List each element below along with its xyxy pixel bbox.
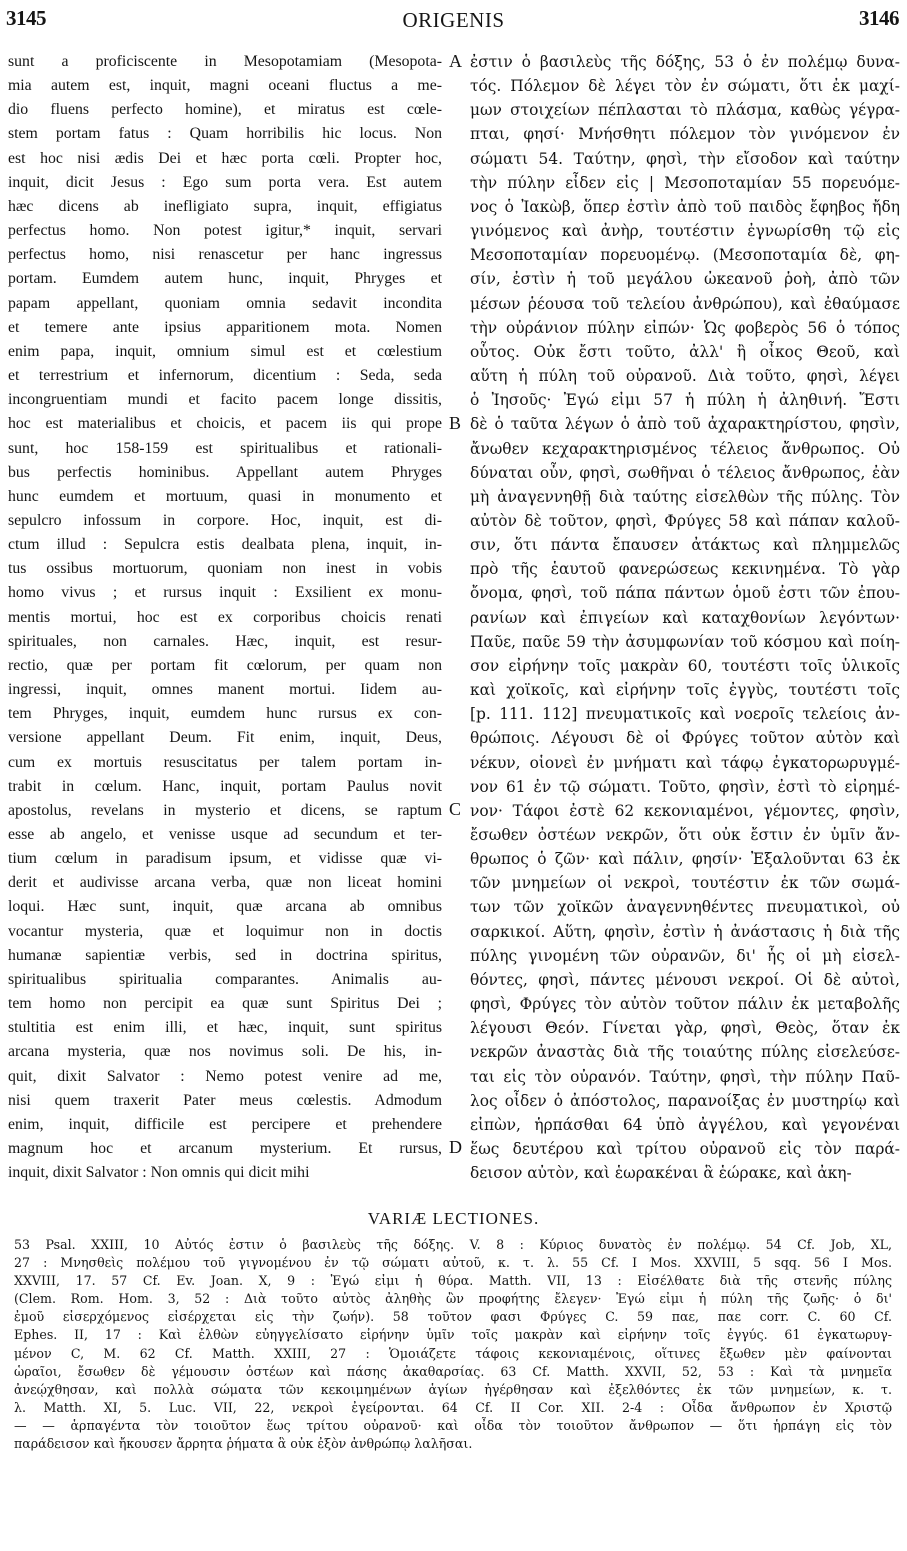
section-marker-c: C xyxy=(449,799,462,819)
greek-text-line: ἔσωθεν ὀστέων νεκρῶν, ὅτι οὐκ ἔστιν ἐν ὑμῖν ἄν- xyxy=(470,826,900,844)
greek-text-line: νον 61 ἐν τῷ σώματι. Τοῦτο, φησὶν, ἐστὶ τὸ εἰρημέ- xyxy=(470,777,900,796)
greek-text-line: ἐστιν ὁ βασιλεὺς τῆς δόξης, 53 ὁ ἐν πολέμῳ δυνα- xyxy=(470,53,900,71)
footnote-line: ὡραῖοι, ἔσωθεν δὲ γέμουσιν ὀστέων καὶ πάσης ἀκαθαρσίας. 63 Cf. Matth. XXVII, 52, 53 : Καὶ τὰ μνημεῖα xyxy=(14,1363,892,1379)
footnotes xyxy=(14,1236,892,1453)
greek-text-line: δύναται οὖν, φησὶ, σωθῆναι ὁ τέλειος ἄνθρωπος, ἐὰν xyxy=(470,463,900,482)
footnote-line: ἀνεῴχθησαν, καὶ πολλὰ σώματα τῶν κεκοιμημένων ἁγίων ἠγέρθησαν καὶ ἐξελθόντες ἐκ τῶν μνημείων, κ. τ. xyxy=(14,1381,892,1397)
latin-text-line: et terrestrium et infernorum, dicentium : Seda, seda xyxy=(8,367,442,385)
greek-text-line: ἕως δευτέρου καὶ τρίτου οὐρανοῦ εἰς τὸν παρά- xyxy=(470,1140,900,1159)
greek-text-line: [p. 111. 112] πνευματικοῖς καὶ νοεροῖς τελείοις ἀν- xyxy=(470,705,900,724)
variae-lectiones-heading: VARIÆ LECTIONES. xyxy=(367,1209,540,1228)
latin-text-line: inquit, dixit Salvator : Non omnis qui dicit mihi xyxy=(8,1164,310,1182)
latin-text-line: sunt a proficiscente in Mesopotamiam (Mesopota- xyxy=(8,53,442,70)
footnote-line: (Clem. Rom. Hom. 3, 52 : Διὰ τοῦτο αὐτὸς ἀληθὴς ὢν προφήτης ἔλεγεν· Ἐγώ εἰμι ἡ πύλη τῆς ζωῆς· ὁ δι' xyxy=(14,1291,892,1307)
latin-text-line: est hoc nisi ædis Dei et hæc porta cœli. Propter hoc, xyxy=(8,149,442,167)
latin-text-line: nisi quem traxerit Pater meus cœlestis. Admodum xyxy=(8,1091,442,1109)
greek-text-line: σιν, ὅτι πάντα ἔπαυσεν ἀτάκτως καὶ πλημμελῶς xyxy=(470,536,900,555)
latin-text-line: hunc eumdem et mortuum, quasi in monumento et xyxy=(8,487,442,505)
greek-text-line: ὄνομα, φησὶ, τοῦ πάπα πάντων ὁμοῦ ἐστι τῶν ἐπου- xyxy=(470,584,900,603)
greek-text-line: τός. Πόλεμον δὲ λέγει τὸν ἐν σώματι, ὅτι ἐκ μαχί- xyxy=(470,77,900,96)
greek-text-line: μὴ ἀναγεννηθῇ διὰ ταύτης εἰσελθὼν τῆς πύλης. Τὸν xyxy=(470,487,900,506)
greek-text-line: εἰπὼν, ἡρπάσθαι 64 ὑπὸ ἀγγέλου, καὶ γεγονέναι xyxy=(470,1115,900,1134)
greek-text-line: πται, φησί· Μνήσθητι πόλεμον τὸν γινόμενον ἐν xyxy=(470,125,900,144)
greek-text-line: οὗτος. Οὐκ ἔστι τοῦτο, ἀλλ' ἢ οἶκος Θεοῦ, καὶ xyxy=(470,342,900,361)
latin-text-line: mia autem est, inquit, magni oceani fluctus a me- xyxy=(8,77,442,95)
latin-text-line: mentis mortui, hoc est ex corporibus choicis renati xyxy=(8,608,442,626)
greek-text-line: Μεσοποταμίαν πορευομένῳ. (Μεσοποταμία δὲ, φη- xyxy=(470,246,900,265)
greek-text-line: λέγουσι Θεόν. Γίνεται γὰρ, φησὶ, Θεὸς, ὅταν ἐκ xyxy=(470,1019,900,1038)
latin-text-line: esse ab angelo, et venisse usque ad secundum et ter- xyxy=(8,826,442,843)
greek-text-line: δὲ ὁ ταῦτα λέγων ὁ ἀπὸ τοῦ ἀχαρακτηρίστου, φησὶν, xyxy=(470,415,900,434)
latin-text-line: tem homo non percipit ea quæ sunt Spiritus Dei ; xyxy=(8,995,442,1013)
greek-text-line: τὴν πύλην εἶδεν εἰς | Μεσοποταμίαν 55 πορευόμε- xyxy=(470,173,900,192)
latin-text-line: spirituales, non carnales. Hæc, inquit, est resur- xyxy=(8,632,442,650)
footnote-line: XXVIII, 17. 57 Cf. Ev. Joan. X, 9 : Ἐγώ εἰμι ἡ θύρα. Matth. VII, 13 : Εἰσέλθατε διὰ τῆς στενῆς πύλης xyxy=(14,1273,892,1289)
greek-text-line: ἄνωθεν κεχαρακτηρισμένος τέλειος ἄνθρωπος. Οὐ xyxy=(470,439,900,458)
latin-text-line: rectio, quæ per portam fit cœlorum, per quam non xyxy=(8,656,442,674)
latin-text-line: perfectus homo. Non potest igitur,* inquit, servari xyxy=(8,222,442,240)
latin-text-line: sepulcro infossum in corpore. Hoc, inquit, est di- xyxy=(8,511,442,529)
latin-text-line: sunt, hoc 158-159 est spiritualibus et rationali- xyxy=(8,439,442,457)
latin-column xyxy=(8,50,442,1185)
latin-text-line: ctum illud : Sepulcra estis dealbata plena, inquit, in- xyxy=(8,536,442,554)
latin-text-line: homo vivus ; et rursus inquit : Exsilient ex monu- xyxy=(8,584,442,602)
latin-text-line: vocantur mysteria, quæ et loquimur non in doctis xyxy=(8,922,442,940)
greek-text-line: σαρκικοί. Αὕτη, φησὶν, ἐστὶν ἡ ἀνάστασις ἡ διὰ τῆς xyxy=(470,922,900,941)
latin-text-line: bus perfectis hominibus. Appellant autem Phryges xyxy=(8,463,442,481)
greek-text-line: αὕτη ἡ πύλη τοῦ οὐρανοῦ. Διὰ τοῦτο, φησὶ, λέγει xyxy=(470,367,900,386)
greek-text-line: νος ὁ Ἰακὼβ, ὅπερ ἐστὶν ἀπὸ τοῦ παιδὸς ἔφηβος ἤδη xyxy=(470,197,900,216)
latin-text-line: tem Phryges, inquit, eumdem hunc rursus ex con- xyxy=(8,705,442,723)
latin-text-line: portam. Eumdem autem hunc, inquit, Phryges et xyxy=(8,270,442,288)
section-marker-d: D xyxy=(449,1137,462,1157)
greek-text-line: φησὶ, Φρύγες τὸν αὐτὸν τοῦτον πάλιν ἐκ μεταβολῆς xyxy=(470,995,900,1014)
footnote-line: λ. Matth. XI, 5. Luc. VII, 22, νεκροὶ ἐγείρονται. 64 Cf. II Cor. XII. 2-4 : Οἶδα ἄνθρωπον ἐν Χριστῷ xyxy=(14,1399,892,1415)
latin-text-line: incongruentiam mundi et facito pacem longe dissitis, xyxy=(8,391,442,409)
footnote-line: μένον C, M. 62 Cf. Matth. XXIII, 27 : Ὁμοιάζετε τάφοις κεκονιαμένοις, οἵτινες ἔξωθεν μὲν φαίνονται xyxy=(14,1345,892,1361)
greek-text-line: δεισον αὐτὸν, καὶ ἑωρακέναι ἃ ἑώρακε, καὶ ἀκη- xyxy=(470,1164,852,1183)
running-title: ORIGENIS xyxy=(402,8,505,32)
latin-text-line: spiritualibus spiritualia comparantes. Animalis au- xyxy=(8,970,442,988)
greek-text-line: νέκυν, οἱονεὶ ἐν μνήματι καὶ τάφῳ ἐγκατορωρυγμέ- xyxy=(470,753,900,772)
latin-text-line: stultitia est enim illi, et hæc, inquit, sunt spiritus xyxy=(8,1019,442,1037)
footnote-line: 27 : Μνησθεὶς πολέμου τοῦ γιγνομένου ἐν τῷ σώματι αὐτοῦ, κ. τ. λ. 55 Cf. I Mos. XXVIII, 5 sqq. 56 I Mos. xyxy=(14,1255,892,1271)
latin-text-line: quit, dixit Salvator : Nemo potest venire ad me, xyxy=(8,1067,442,1085)
running-header xyxy=(6,6,901,36)
greek-text-line: πρὸ τῆς ἑαυτοῦ φανερώσεως κεκινημένα. Τὸ γὰρ xyxy=(470,560,900,579)
latin-text-line: tium cœlum in paradisum ipsum, et vidisse quæ vi- xyxy=(8,850,442,868)
latin-text-line: perfectus homo, nisi renascetur per hanc ingressus xyxy=(8,246,442,264)
greek-text-line: τῶν μνημείων οἱ νεκροὶ, τουτέστιν ἐκ τῶν σωμά- xyxy=(470,874,900,893)
greek-text-line: νον· Τάφοι ἐστὲ 62 κεκονιαμένοι, γέμοντες, φησὶν, xyxy=(470,801,900,820)
footnote-line: ἐμοῦ εἰσερχόμενος εἰσέρχεται εἰς τὴν ζωήν). 58 τοῦτον φασι Φρύγες C. 59 παε, παε corr. C. 60 Cf. xyxy=(14,1309,892,1325)
latin-text-line: magnum hoc et arcanum mysterium. Et rursus, xyxy=(8,1140,442,1158)
footnote-line: — — ἁρπαγέντα τὸν τοιοῦτον ἕως τρίτου οὐρανοῦ· καὶ οἶδα τὸν τοιοῦτον ἄνθρωπον — ὅτι ἡρπάγη εἰς τὸν xyxy=(14,1417,892,1433)
greek-text-line: μων στοιχείων πέπλασται τὸ πλάσμα, καθὼς γέγρα- xyxy=(470,101,900,120)
greek-text-line: θρωπος ὁ ζῶν· καὶ πάλιν, φησίν· Ἐξαλοῦνται 63 ἐκ xyxy=(470,850,900,869)
latin-text-line: cum ex mortuis resuscitatus per talem portam in- xyxy=(8,753,442,771)
greek-text-line: ρανίων καὶ ἐπιγείων καὶ καταχθονίων λεγόντων· xyxy=(470,608,900,627)
latin-text-line: humanæ sapientiæ verbis, sed in doctrina spiritus, xyxy=(8,946,442,964)
greek-text-line: θόντες, φησὶ, πάντες μένουσι νεκροί. Οἱ δὲ αὐτοὶ, xyxy=(470,970,900,989)
latin-text-line: enim papa, inquit, omnium simul est et cœlestium xyxy=(8,342,442,360)
latin-text-line: inquit, dicit Jesus : Ego sum porta vera. Est autem xyxy=(8,173,442,191)
footnote-line: παράδεισον καὶ ἤκουσεν ἄρρητα ῥήματα ἃ οὐκ ἐξὸν ἀνθρώπῳ λαλῆσαι. xyxy=(14,1436,473,1452)
greek-text-line: ὁ Ἰησοῦς· Ἐγώ εἰμι 57 ἡ πύλη ἡ ἀληθινή. Ἔστι xyxy=(470,391,900,410)
greek-text-line: αὐτὸν δὲ τοῦτον, φησὶ, Φρύγες 58 καὶ πάπαν καλοῦ- xyxy=(470,511,900,530)
section-marker-a: A xyxy=(449,51,462,71)
latin-text-line: et temere ante ipsius apparitionem mota. Nomen xyxy=(8,318,442,336)
left-page-number: 3145 xyxy=(6,6,46,30)
section-marker-b: B xyxy=(449,413,462,433)
greek-text-line: καὶ χοϊκοῖς, καὶ εἰρήνην τοῖς ἐγγὺς, τουτέστι τοῖς xyxy=(470,681,900,700)
greek-text-line: μέσων ῥέουσα τοῦ τελείου ἀνθρώπου), καὶ ἐθαύμασε xyxy=(470,294,900,313)
latin-text-line: ingressi, inquit, omnes manent mortui. Iidem au- xyxy=(8,681,442,699)
greek-column xyxy=(470,50,900,1185)
greek-text-line: ται εἰς τὸν οὐρανόν. Ταύτην, φησὶ, τὴν πύλην Παῦ- xyxy=(470,1067,900,1086)
latin-text-line: stem portam fatus : Quam horribilis hic locus. Non xyxy=(8,125,442,143)
greek-text-line: σώματι 54. Ταύτην, φησὶ, τὴν εἴσοδον καὶ ταύτην xyxy=(470,149,900,168)
latin-text-line: dio fluens perfecto homine), et miratus est cœle- xyxy=(8,101,442,119)
latin-text-line: hoc est materialibus et choicis, et pacem iis qui prope xyxy=(8,415,442,433)
footnote-line: Ephes. II, 17 : Καὶ ἐλθὼν εὐηγγελίσατο εἰρήνην ὑμῖν τοῖς μακρὰν καὶ εἰρήνην τοῖς ἐγγύς. 61 ἐγκατωρυγ- xyxy=(14,1327,892,1343)
right-page-number: 3146 xyxy=(859,6,899,30)
greek-text-line: γινόμενος καὶ ἀνὴρ, τουτέστιν ἐγνωρίσθη τῷ εἰς xyxy=(470,222,900,241)
latin-text-line: tus ossibus mortuorum, quoniam non inest in vobis xyxy=(8,560,442,578)
footnote-line: 53 Psal. XXIII, 10 Αὐτός ἐστιν ὁ βασιλεὺς τῆς δόξης. V. 8 : Κύριος δυνατὸς ἐν πολέμῳ. 54 Cf. Job, XL, xyxy=(14,1237,892,1252)
latin-text-line: apostolus, revelans in mysterio et dicens, se raptum xyxy=(8,801,442,819)
greek-text-line: των τῶν χοϊκῶν ἀναγεννηθέντες πνευματικοὶ, οὐ xyxy=(470,898,900,917)
greek-text-line: λος οἶδεν ὁ ἀπόστολος, παρανοίξας ἐν μυστηρίῳ καὶ xyxy=(470,1091,900,1110)
greek-text-line: θρώποις. Λέγουσι δὲ οἱ Φρύγες τοῦτον αὐτὸν καὶ xyxy=(470,729,900,748)
greek-text-line: Παῦε, παῦε 59 τὴν ἀσυμφωνίαν τοῦ κόσμου καὶ ποίη- xyxy=(470,632,900,651)
greek-text-line: πύλης γινομένη τῶν οὐρανῶν, δι' ἧς οἱ μὴ εἰσελ- xyxy=(470,946,900,965)
latin-text-line: arcana mysteria, quæ nos novimus soli. De his, in- xyxy=(8,1043,442,1061)
greek-text-line: σον εἰρήνην τοῖς μακρὰν 60, τουτέστι τοῖς ὑλικοῖς xyxy=(470,656,900,675)
latin-text-line: hæc dicens ab inefligiato supra, inquit, effigiatus xyxy=(8,197,442,215)
latin-text-line: enim, inquit, difficile est percipere et prehendere xyxy=(8,1115,442,1133)
latin-text-line: versione appellant Deum. Fit enim, inquit, Deus, xyxy=(8,729,442,747)
latin-text-line: trabit in cœlum. Hanc, inquit, portam Paulus novit xyxy=(8,777,442,795)
greek-text-line: νεκρῶν ἀναστὰς διὰ τῆς τοιαύτης πύλης εἰσελεύσε- xyxy=(470,1043,900,1062)
latin-text-line: loqui. Hæc sunt, inquit, quæ arcana ab omnibus xyxy=(8,898,442,916)
latin-text-line: derit et audivisse arcana verba, quæ non liceat homini xyxy=(8,874,442,892)
greek-text-line: τὴν οὐράνιον πύλην εἰπών· Ὡς φοβερὸς 56 ὁ τόπος xyxy=(470,318,900,337)
greek-text-line: σίν, ἐστὶν ἡ τοῦ μεγάλου ὠκεανοῦ ῥοὴ, ἀπὸ τῶν xyxy=(470,270,900,289)
latin-text-line: papam appellant, quoniam omnia sedavit incondita xyxy=(8,294,442,312)
